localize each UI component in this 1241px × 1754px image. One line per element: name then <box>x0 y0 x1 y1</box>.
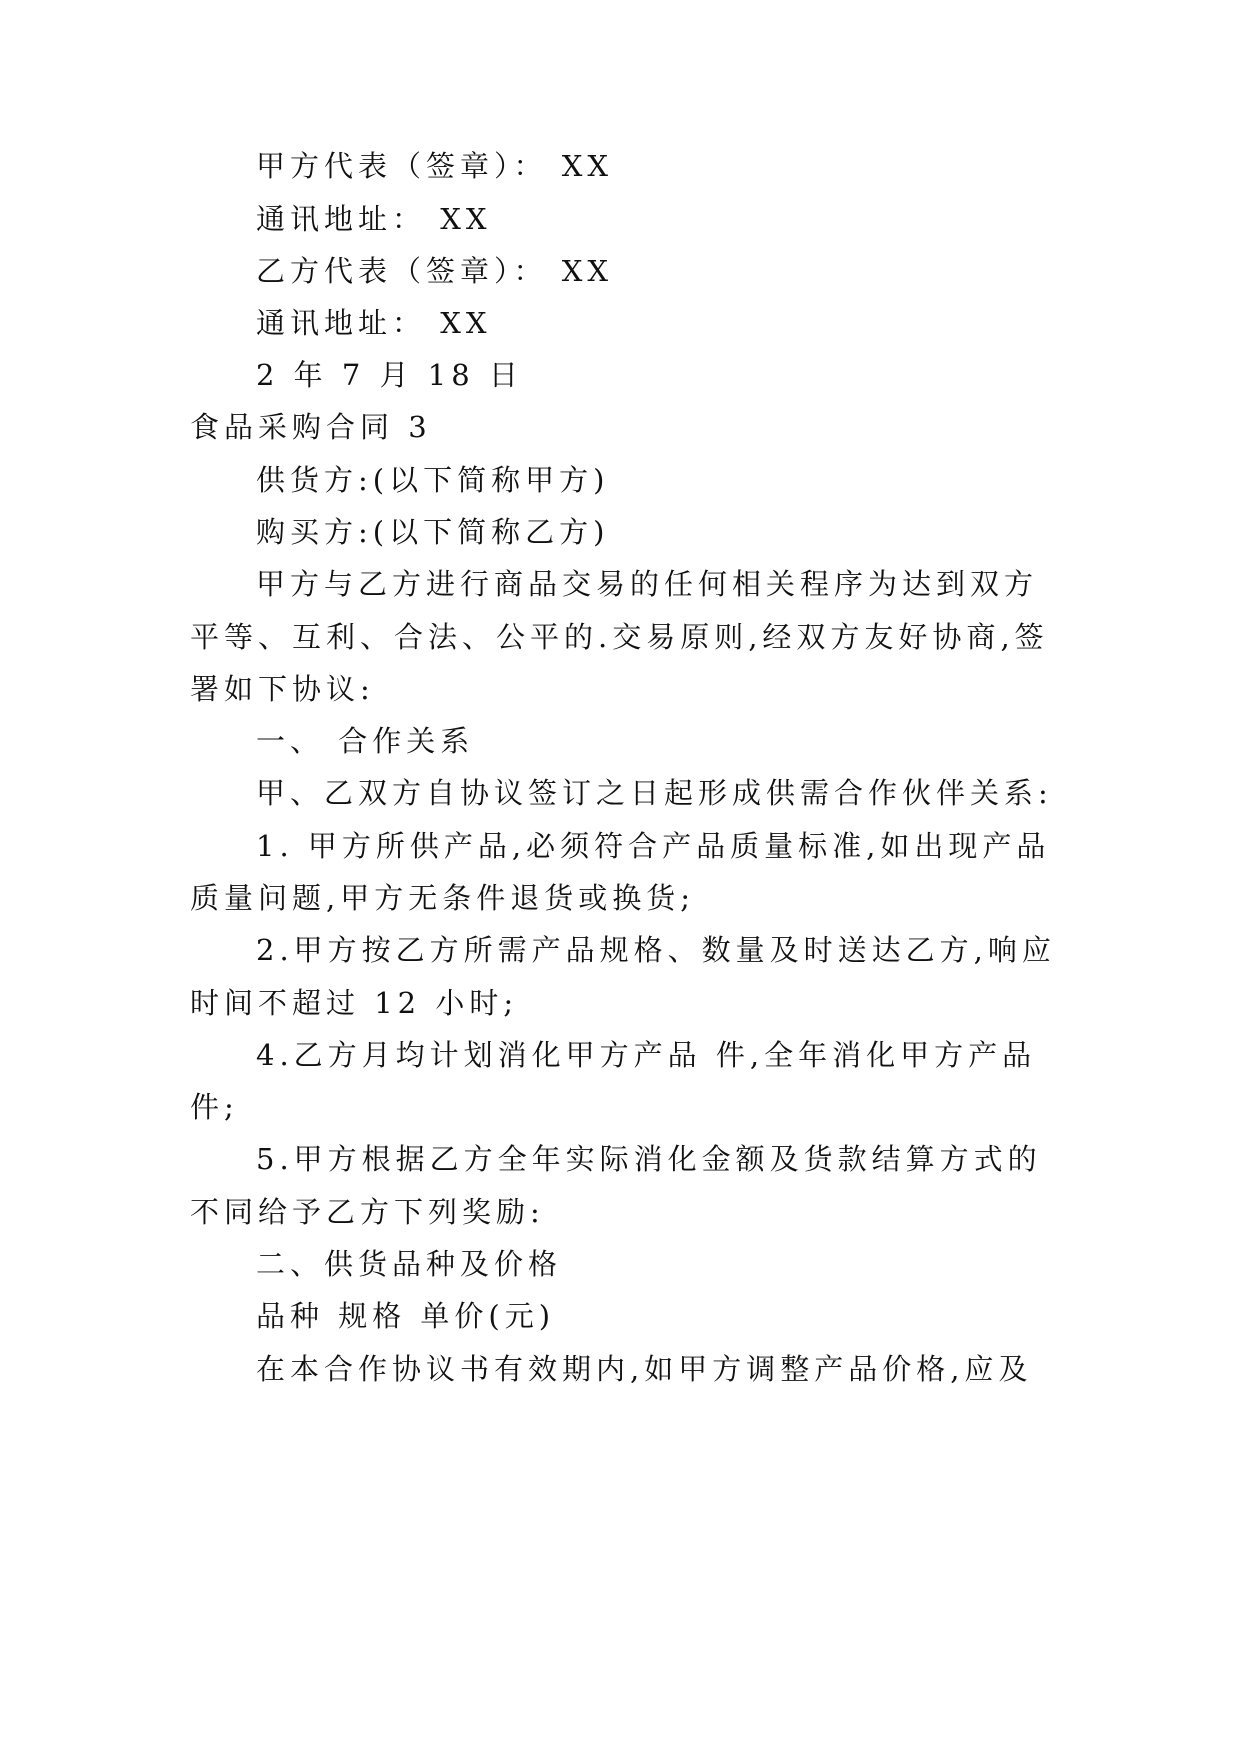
intro-line-1: 甲方与乙方进行商品交易的任何相关程序为达到双方 <box>256 567 1039 601</box>
party-b-address: 通讯地址： XX <box>256 306 492 340</box>
item-4-line-2: 件; <box>190 1090 239 1124</box>
party-b-representative: 乙方代表（签章）： XX <box>256 254 614 288</box>
price-table-columns: 品种 规格 单价(元) <box>256 1299 556 1333</box>
party-a-representative: 甲方代表（签章）： XX <box>256 149 614 183</box>
section-2-heading: 二、供货品种及价格 <box>256 1247 563 1281</box>
party-a-address: 通讯地址： XX <box>256 202 492 236</box>
section-2-paragraph-line-1: 在本合作协议书有效期内,如甲方调整产品价格,应及 <box>256 1352 1033 1386</box>
contract-title: 食品采购合同 3 <box>190 410 432 444</box>
section-1-lead: 甲、乙双方自协议签订之日起形成供需合作伙伴关系: <box>256 776 1053 810</box>
signing-date: 2 年 7 月 18 日 <box>256 358 523 392</box>
buyer-line: 购买方:(以下简称乙方) <box>256 515 610 549</box>
intro-line-3: 署如下协议: <box>190 672 375 706</box>
section-1-heading: 一、 合作关系 <box>256 724 475 758</box>
item-4-line-1: 4.乙方月均计划消化甲方产品 件,全年消化甲方产品 <box>256 1038 1037 1072</box>
item-5-line-1: 5.甲方根据乙方全年实际消化金额及货款结算方式的 <box>256 1142 1042 1176</box>
item-1-line-2: 质量问题,甲方无条件退货或换货; <box>190 881 695 915</box>
item-5-line-2: 不同给予乙方下列奖励: <box>190 1195 545 1229</box>
supplier-line: 供货方:(以下简称甲方) <box>256 463 610 497</box>
item-1-line-1: 1. 甲方所供产品,必须符合产品质量标准,如出现产品 <box>256 829 1051 863</box>
item-2-line-2: 时间不超过 12 小时; <box>190 986 519 1020</box>
item-2-line-1: 2.甲方按乙方所需产品规格、数量及时送达乙方,响应 <box>256 933 1056 967</box>
intro-line-2: 平等、互利、合法、公平的.交易原则,经双方友好协商,签 <box>190 620 1049 654</box>
